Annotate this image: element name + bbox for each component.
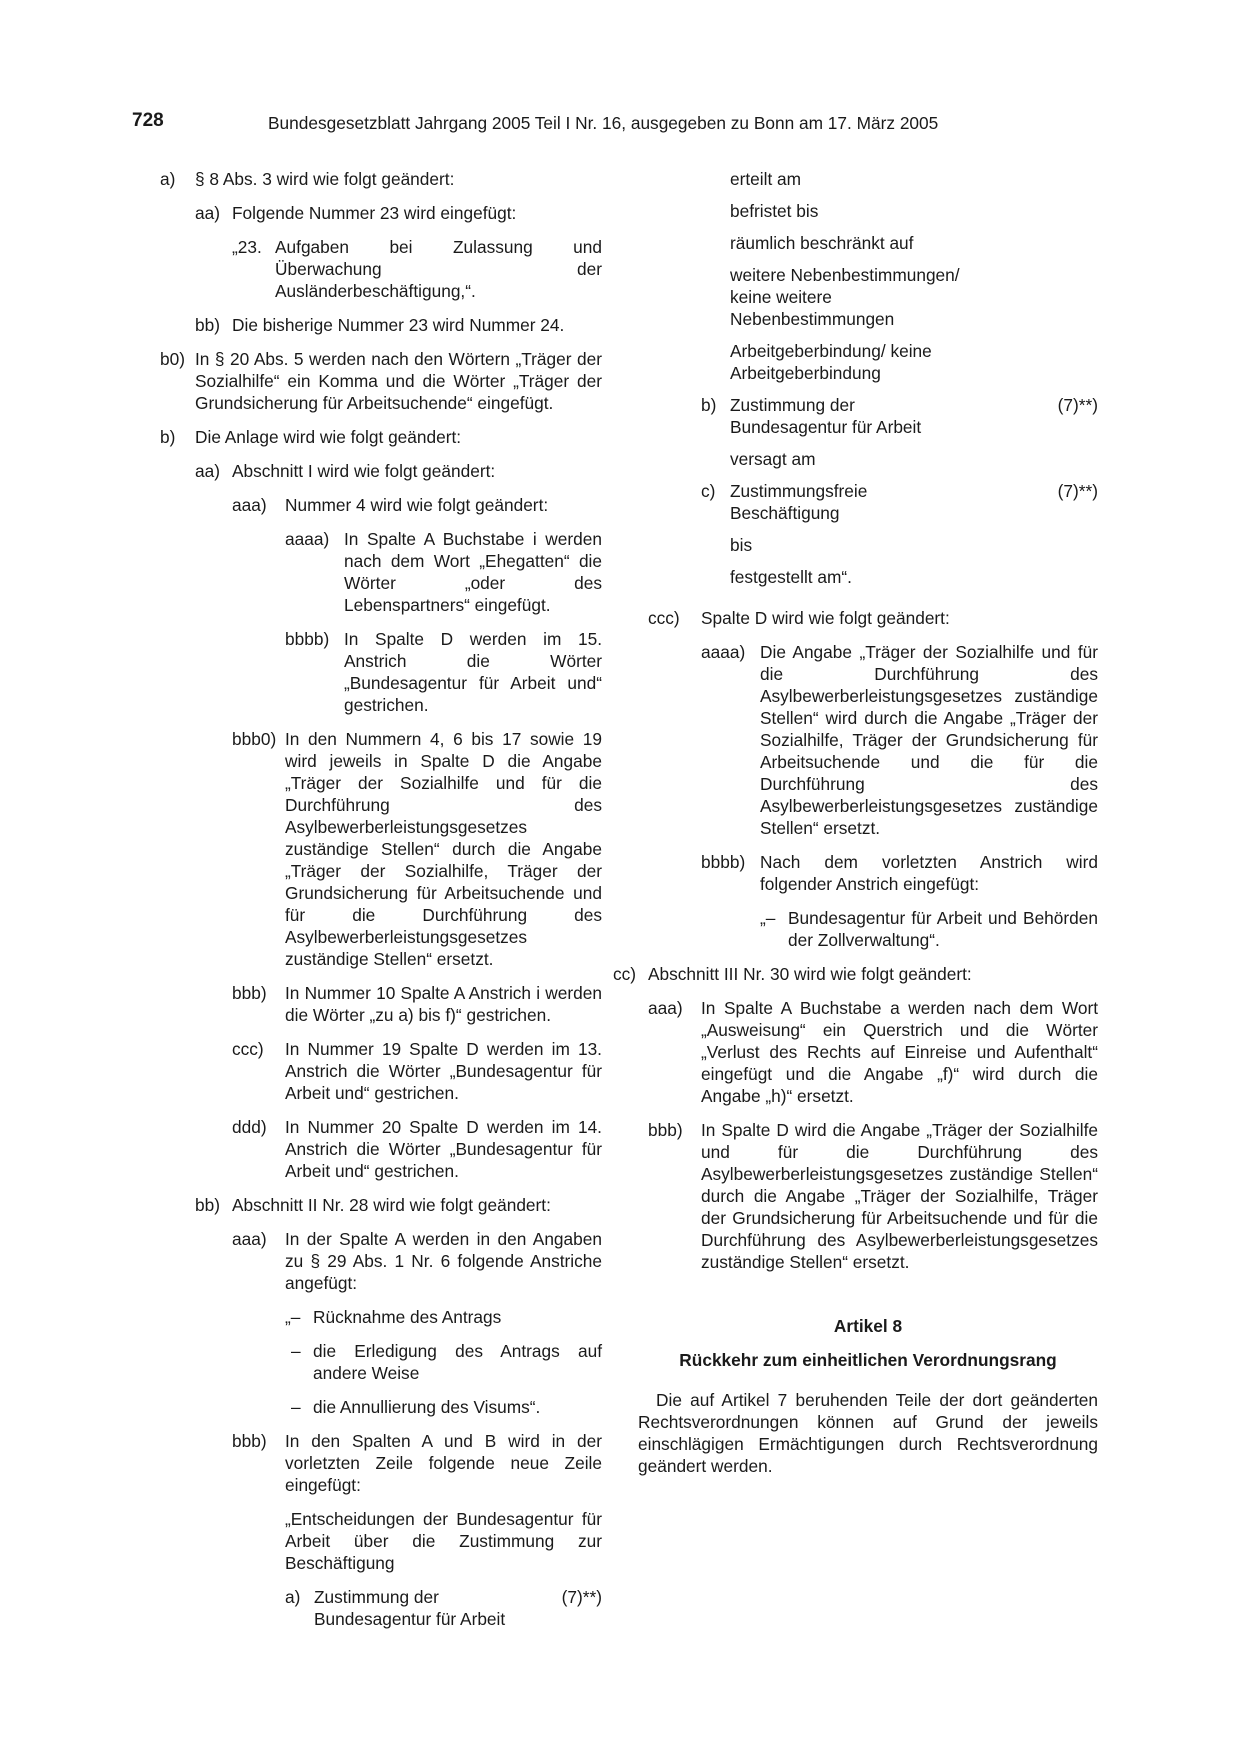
left-column (160, 168, 602, 1640)
item-text: In den Nummern 4, 6 bis 17 sowie 19 wird jeweils in Spalte D die Angabe „Träger der Sozialhilfe und für die Durchführung des Asylbewerberleistungsgesetzes zuständige Stellen“ durch die Angabe „Träger der Sozialhilfe, Träger der Grundsicherung für Arbeitsuchende und für die Durchführung des Asylbewerberleistungsgesetzes zuständige Stellen“ ersetzt. (285, 729, 602, 969)
dash-text: Rücknahme des Antrags (313, 1307, 502, 1327)
item-text: Nach dem vorletzten Anstrich wird folgender Anstrich eingefügt: (760, 852, 1098, 894)
item-text: Aufgaben bei Zulassung und Überwachung der Ausländerbeschäftigung,“. (275, 237, 602, 301)
item-text: In Spalte A Buchstabe a werden nach dem Wort „Ausweisung“ ein Querstrich und die Wörter „Verlust des Rechts auf Einreise und Aufenthalt“ eingefügt und die Angabe „f)“ wird durch die Angabe „h)“ ersetzt. (701, 998, 1098, 1106)
item-b-cc-bbb (648, 1119, 1098, 1273)
grant-line-text: versagt am (730, 449, 816, 469)
dash-item (160, 1306, 602, 1328)
item-b-cc-aaa (648, 997, 1098, 1107)
grant-line (701, 200, 1098, 222)
dash-label: „– (285, 1307, 301, 1327)
item-text: Nummer 4 wird wie folgt geändert: (285, 495, 549, 515)
article-paragraph: Die auf Artikel 7 beruhenden Teile der dort geänderten Rechtsverordnungen können auf Grund der jeweils einschlägigen Ermächtigungen durch Rechtsverordnung geändert werden. (638, 1390, 1098, 1476)
grant-row-b (701, 394, 1098, 438)
item-label: a) (160, 169, 176, 189)
spacer (648, 598, 1098, 607)
item-label: bbb0) (232, 729, 277, 749)
item-text: Abschnitt I wird wie folgt geändert: (232, 461, 496, 481)
item-b-bb (160, 1194, 602, 1216)
item-text: In Spalte D wird die Angabe „Träger der Sozialhilfe und für die Durchführung des Asylbewerberleistungsgesetzes zuständige Stellen“ durch die Angabe „Träger der Sozialhilfe, Träger der Grundsicherung für Arbeitsuchende und für die Durchführung des Asylbewerberleistungsgesetzes zuständige Stellen“ ersetzt. (701, 1120, 1098, 1272)
item-label: bbbb) (701, 852, 746, 872)
item-text: In der Spalte A werden in den Angaben zu § 29 Abs. 1 Nr. 6 folgende Anstriche angefügt: (285, 1229, 602, 1293)
item-text: Die Angabe „Träger der Sozialhilfe und für die Durchführung des Asylbewerberleistungsgesetzes zuständige Stellen“ wird durch die Angabe „Träger der Sozialhilfe, Träger der Grundsicherung für Arbeitsuchende und die für die Durchführung des Asylbewerberleistungsgesetzes zuständige Stellen“ ersetzt. (760, 642, 1098, 838)
grant-line (701, 340, 1098, 384)
grant-line (701, 168, 1098, 190)
item-label: bb) (195, 315, 220, 335)
article-heading: Artikel 8 (833, 1316, 903, 1336)
dash-item (160, 1340, 602, 1384)
item-text: In Nummer 19 Spalte D werden im 13. Anstrich die Wörter „Bundesagentur für Arbeit und“ gestrichen. (285, 1039, 602, 1103)
item-label: ccc) (648, 608, 680, 628)
item-text: In Spalte A Buchstabe i werden nach dem Wort „Ehegatten“ die Wörter „oder des Lebenspartners“ eingefügt. (344, 529, 602, 615)
article-subheading: Rückkehr zum einheitlichen Verordnungsrang (679, 1350, 1057, 1370)
item-b-bb-aaa (160, 1228, 602, 1294)
spacer (648, 1285, 1098, 1315)
item-text: Die Anlage wird wie folgt geändert: (195, 427, 462, 447)
item-b-bb-bbb (160, 1430, 602, 1496)
dash-label: – (291, 1341, 301, 1361)
item-b-aa-aaa-aaaa (160, 528, 602, 616)
row-label: c) (701, 481, 716, 501)
item-label: ccc) (232, 1039, 264, 1059)
item-b (160, 426, 602, 448)
grant-line-text: bis (730, 535, 753, 555)
grant-line (701, 534, 1098, 556)
row-text: Zustimmung der Bundesagentur für Arbeit (730, 395, 922, 437)
item-a-aa (160, 202, 602, 224)
row-footnote-ref: (7)**) (1057, 395, 1098, 415)
item-b-aa-ddd (160, 1116, 602, 1182)
item-label: bbb) (232, 1431, 267, 1451)
item-label: aaaa) (285, 529, 330, 549)
item-b0 (160, 348, 602, 414)
item-label: bbbb) (285, 629, 330, 649)
item-text: In Spalte D werden im 15. Anstrich die Wörter „Bundesagentur für Arbeit und“ gestrichen. (344, 629, 602, 715)
item-text: § 8 Abs. 3 wird wie folgt geändert: (195, 169, 455, 189)
item-label: bb) (195, 1195, 220, 1215)
item-b-bb-ccc (648, 607, 1098, 629)
item-text: Folgende Nummer 23 wird eingefügt: (232, 203, 517, 223)
grant-line-text: Arbeitgeberbindung/ keine Arbeitgeberbindung (730, 341, 932, 383)
item-label: b) (160, 427, 176, 447)
item-text: Abschnitt II Nr. 28 wird wie folgt geändert: (232, 1195, 551, 1215)
item-label: aaa) (648, 998, 683, 1018)
grant-line-text: erteilt am (730, 169, 802, 189)
grant-line (701, 232, 1098, 254)
item-label: cc) (613, 964, 637, 984)
grant-line (701, 448, 1098, 470)
item-label: b0) (160, 349, 185, 369)
dash-text: die Erledigung des Antrags auf andere Weise (313, 1341, 602, 1383)
row-footnote-ref: (7)**) (1057, 481, 1098, 501)
grant-line-text: räumlich beschränkt auf (730, 233, 914, 253)
item-text: Spalte D wird wie folgt geändert: (701, 608, 950, 628)
item-label: aaa) (232, 495, 267, 515)
dash-item (160, 1396, 602, 1418)
right-column (613, 168, 1098, 1477)
running-head: Bundesgesetzblatt Jahrgang 2005 Teil I Nr. 16, ausgegeben zu Bonn am 17. März 2005 (268, 113, 939, 133)
quoted-row-intro: „Entscheidungen der Bundesagentur für Arbeit über die Zustimmung zur Beschäftigung (285, 1509, 602, 1573)
item-text: In Nummer 20 Spalte D werden im 14. Anstrich die Wörter „Bundesagentur für Arbeit und“ gestrichen. (285, 1117, 602, 1181)
item-text: In § 20 Abs. 5 werden nach den Wörtern „Träger der Sozialhilfe“ ein Komma und die Wörter „Träger der Grundsicherung für Arbeitsuchende“ eingefügt. (195, 349, 602, 413)
grant-row-c (701, 480, 1098, 524)
item-label: aaa) (232, 1229, 267, 1249)
item-text: In Nummer 10 Spalte A Anstrich i werden die Wörter „zu a) bis f)“ gestrichen. (285, 983, 602, 1025)
item-b-bb-ccc-bbbb (648, 851, 1098, 895)
grant-row-a (285, 1586, 602, 1630)
dash-label: „– (760, 908, 776, 928)
item-b-cc (613, 963, 1098, 985)
row-label: a) (285, 1587, 301, 1607)
dash-text: die Annullierung des Visums“. (313, 1397, 541, 1417)
grant-line (701, 566, 1098, 588)
item-label: aa) (195, 461, 220, 481)
item-b-aa-bbb0 (160, 728, 602, 970)
item-b-aa-aaa (160, 494, 602, 516)
item-b-bb-ccc-aaaa (648, 641, 1098, 839)
item-b-aa-aaa-bbbb (160, 628, 602, 716)
grant-line-text: befristet bis (730, 201, 819, 221)
dash-label: – (291, 1397, 301, 1417)
item-label: bbb) (648, 1120, 683, 1140)
row-text: Zustimmung der Bundesagentur für Arbeit (314, 1587, 506, 1629)
item-label: „23. (232, 237, 262, 257)
grant-line-text: festgestellt am“. (730, 567, 852, 587)
row-text: Zustimmungsfreie Beschäftigung (730, 481, 868, 523)
dash-text: Bundesagentur für Arbeit und Behörden der Zollverwaltung“. (788, 908, 1098, 950)
item-label: bbb) (232, 983, 267, 1003)
item-b-aa (160, 460, 602, 482)
item-text: Abschnitt III Nr. 30 wird wie folgt geändert: (648, 964, 972, 984)
item-a (160, 168, 602, 190)
row-label: b) (701, 395, 717, 415)
dash-item (648, 907, 1098, 951)
page-number: 728 (132, 110, 164, 131)
item-label: aa) (195, 203, 220, 223)
item-a-bb (160, 314, 602, 336)
item-label: ddd) (232, 1117, 267, 1137)
item-text: In den Spalten A und B wird in der vorletzten Zeile folgende neue Zeile eingefügt: (285, 1431, 602, 1495)
item-b-aa-ccc (160, 1038, 602, 1104)
item-a-aa-23 (160, 236, 602, 302)
row-footnote-ref: (7)**) (561, 1587, 602, 1607)
item-b-aa-bbb (160, 982, 602, 1026)
item-text: Die bisherige Nummer 23 wird Nummer 24. (232, 315, 565, 335)
grant-line (701, 264, 1098, 330)
grant-line-text: weitere Nebenbestimmungen/ keine weitere Nebenbestimmungen (730, 265, 960, 329)
item-label: aaaa) (701, 642, 746, 662)
